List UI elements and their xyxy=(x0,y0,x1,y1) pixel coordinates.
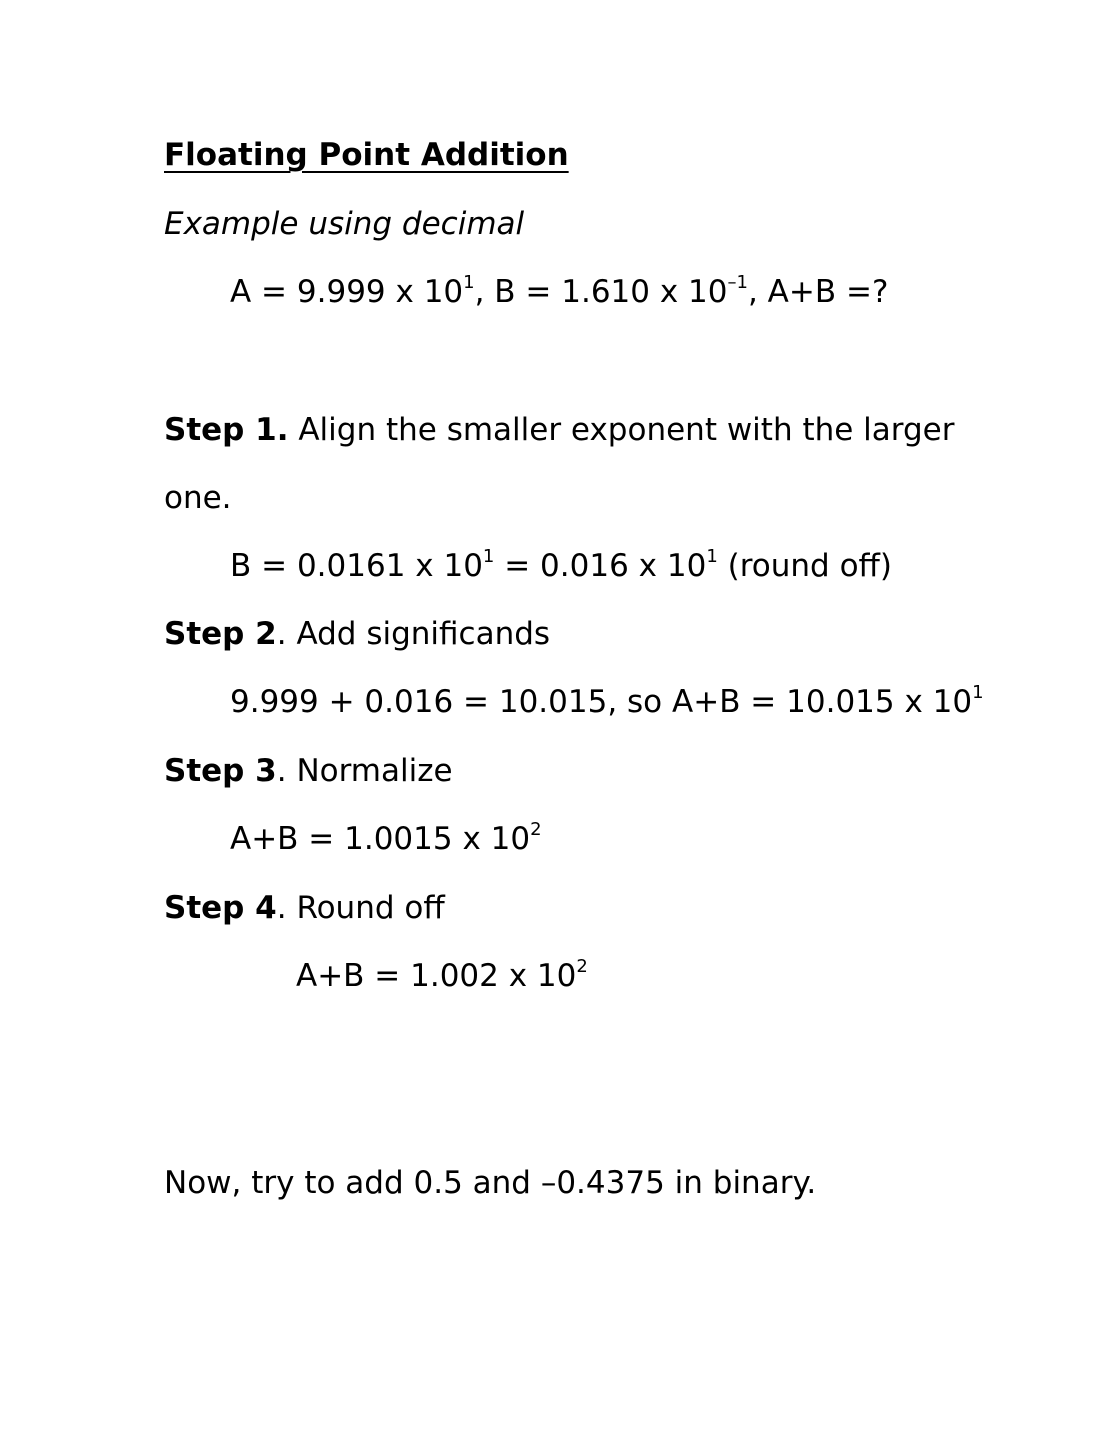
step-4-eq-part: A+B = 1.002 x 10 xyxy=(296,958,577,994)
step-2-equation xyxy=(230,682,984,722)
problem-a: A = 9.999 x 10 xyxy=(230,274,464,310)
step-4 xyxy=(164,888,445,928)
step-4-eq-exponent: 2 xyxy=(576,956,588,977)
problem-statement xyxy=(230,272,888,312)
step-3-eq-part: A+B = 1.0015 x 10 xyxy=(230,821,531,857)
example-subtitle: Example using decimal xyxy=(164,206,525,242)
step-1-text-continued: one. xyxy=(164,480,232,516)
step-3-eq-exponent: 2 xyxy=(530,819,542,840)
step-4-label: Step 4 xyxy=(164,890,277,926)
step-1-eq-tail: (round off) xyxy=(717,548,892,584)
step-1 xyxy=(164,410,955,450)
step-1-equation xyxy=(230,546,892,586)
step-3-equation xyxy=(230,819,542,859)
step-1-eq-part1: B = 0.0161 x 10 xyxy=(230,548,483,584)
problem-b-exponent: –1 xyxy=(727,272,748,293)
step-2 xyxy=(164,614,550,654)
step-2-text: . Add significands xyxy=(276,616,551,652)
problem-question: , A+B =? xyxy=(747,274,889,310)
step-2-eq-part: 9.999 + 0.016 = 10.015, so A+B = 10.015 x 10 xyxy=(230,684,973,720)
step-3-text: . Normalize xyxy=(276,753,453,789)
problem-a-exponent: 1 xyxy=(463,272,475,293)
step-1-eq-exponent1: 1 xyxy=(482,546,495,567)
step-2-eq-exponent: 1 xyxy=(972,682,984,703)
step-2-label: Step 2 xyxy=(164,616,277,652)
step-3 xyxy=(164,751,453,791)
problem-b: , B = 1.610 x 10 xyxy=(474,274,728,310)
step-4-text: . Round off xyxy=(276,890,445,926)
step-1-text: Align the smaller exponent with the larger xyxy=(288,412,955,448)
step-1-eq-part2: = 0.016 x 10 xyxy=(494,548,707,584)
step-1-label: Step 1. xyxy=(164,412,289,448)
exercise-prompt: Now, try to add 0.5 and –0.4375 in binary. xyxy=(164,1165,817,1201)
page-title: Floating Point Addition xyxy=(164,137,569,173)
step-1-eq-exponent2: 1 xyxy=(706,546,718,567)
step-3-label: Step 3 xyxy=(164,753,277,789)
step-4-equation xyxy=(296,956,588,996)
